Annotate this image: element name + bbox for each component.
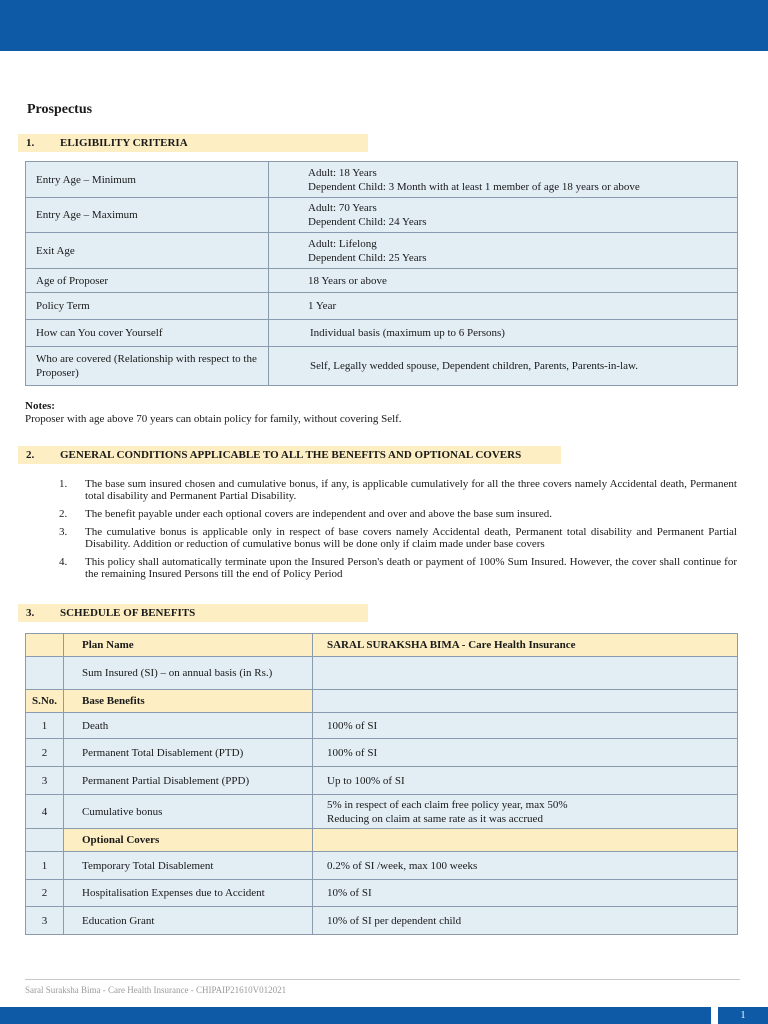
benefit-value: Up to 100% of SI (313, 767, 738, 795)
row-number: 3 (26, 907, 64, 935)
notes-text: Proposer with age above 70 years can obtain policy for family, without covering Self. (25, 413, 402, 425)
list-number: 3. (59, 526, 68, 538)
eligibility-value: Self, Legally wedded spouse, Dependent children, Parents, Parents-in-law. (269, 347, 738, 386)
list-text: The cumulative bonus is applicable only in respect of base covers namely Accidental death, Permanent total disability and Permanent Partial Disability. Addition or reduction of cumulative bonus will be done only if claim made under base covers (85, 526, 737, 550)
schedule-table (25, 633, 738, 935)
row-number: 4 (26, 795, 64, 829)
benefit-name: Permanent Partial Disablement (PPD) (64, 767, 313, 795)
list-number: 2. (59, 508, 68, 520)
value-line: Reducing on claim at same rate as it was accrued (327, 812, 543, 825)
header-bar (0, 0, 768, 51)
row-number: 2 (26, 739, 64, 767)
row-number: 2 (26, 880, 64, 907)
table-row (26, 795, 738, 829)
optional-covers-header: Optional Covers (64, 829, 313, 852)
row-number: 1 (26, 713, 64, 739)
table-row (26, 198, 738, 233)
table-row (26, 634, 738, 657)
row-number: 1 (26, 852, 64, 880)
section-title: GENERAL CONDITIONS APPLICABLE TO ALL THE BENEFITS AND OPTIONAL COVERS (60, 449, 522, 461)
table-row (26, 233, 738, 269)
table-row (26, 829, 738, 852)
list-text: This policy shall automatically terminate upon the Insured Person's death or payment of 100% Sum Insured. However, the cover shall continue for the remaining Insured Persons till the end of Policy Period (85, 556, 737, 580)
general-conditions-list (59, 478, 737, 586)
benefit-value: 100% of SI (313, 739, 738, 767)
list-item (59, 478, 737, 502)
section-number: 1. (26, 137, 35, 149)
table-row (26, 739, 738, 767)
table-row (26, 162, 738, 198)
table-row (26, 690, 738, 713)
benefit-name: Permanent Total Disablement (PTD) (64, 739, 313, 767)
eligibility-key: Age of Proposer (26, 269, 269, 293)
list-item (59, 556, 737, 580)
notes-label: Notes: (25, 400, 55, 412)
benefit-name: Cumulative bonus (64, 795, 313, 829)
page-title: Prospectus (27, 102, 93, 117)
eligibility-key: Exit Age (26, 233, 269, 269)
eligibility-value (269, 198, 738, 233)
value-line: 5% in respect of each claim free policy year, max 50% (327, 798, 568, 811)
eligibility-value: Individual basis (maximum up to 6 Persons) (269, 320, 738, 347)
list-text: The benefit payable under each optional covers are independent and over and above the base sum insured. (85, 508, 553, 520)
eligibility-value (269, 162, 738, 198)
section-heading-schedule (18, 604, 368, 622)
section-heading-general-conditions (18, 446, 561, 464)
eligibility-table (25, 161, 738, 386)
eligibility-key: How can You cover Yourself (26, 320, 269, 347)
plan-name-label: Plan Name (64, 634, 313, 657)
list-item (59, 526, 737, 550)
table-row (26, 852, 738, 880)
table-row (26, 320, 738, 347)
table-row (26, 880, 738, 907)
eligibility-value: 1 Year (269, 293, 738, 320)
list-number: 1. (59, 478, 68, 490)
benefit-value (313, 795, 738, 829)
benefit-name: Hospitalisation Expenses due to Accident (64, 880, 313, 907)
table-row (26, 907, 738, 935)
benefit-value: 0.2% of SI /week, max 100 weeks (313, 852, 738, 880)
eligibility-key: Entry Age – Minimum (26, 162, 269, 198)
eligibility-key: Who are covered (Relationship with respect to the Proposer) (26, 347, 269, 386)
footer-bar (0, 1007, 711, 1024)
benefit-name: Temporary Total Disablement (64, 852, 313, 880)
row-number: 3 (26, 767, 64, 795)
plan-name-value: SARAL SURAKSHA BIMA - Care Health Insurance (313, 634, 738, 657)
value-line: Adult: 70 Years (308, 202, 377, 214)
value-line: Dependent Child: 25 Years (308, 251, 427, 264)
section-title: ELIGIBILITY CRITERIA (60, 137, 188, 149)
benefit-name: Education Grant (64, 907, 313, 935)
table-row (26, 347, 738, 386)
table-row (26, 269, 738, 293)
value-line: Adult: 18 Years (308, 166, 377, 179)
benefit-value: 100% of SI (313, 713, 738, 739)
section-title: SCHEDULE OF BENEFITS (60, 607, 196, 619)
value-line: Dependent Child: 24 Years (308, 216, 427, 228)
base-benefits-header: Base Benefits (64, 690, 313, 713)
table-row (26, 767, 738, 795)
footer-text: Saral Suraksha Bima - Care Health Insurance - CHIPAIP21610V012021 (25, 985, 287, 995)
section-heading-eligibility (18, 134, 368, 152)
eligibility-value: 18 Years or above (269, 269, 738, 293)
eligibility-key: Entry Age – Maximum (26, 198, 269, 233)
list-number: 4. (59, 556, 68, 568)
table-row (26, 657, 738, 690)
footer-divider (25, 979, 740, 980)
eligibility-key: Policy Term (26, 293, 269, 320)
table-row (26, 293, 738, 320)
list-item (59, 508, 737, 520)
benefit-value: 10% of SI per dependent child (313, 907, 738, 935)
benefit-name: Death (64, 713, 313, 739)
value-line: Dependent Child: 3 Month with at least 1 member of age 18 years or above (308, 180, 640, 193)
value-line: Adult: Lifelong (308, 237, 377, 250)
page-number: 1 (718, 1007, 768, 1024)
benefit-value: 10% of SI (313, 880, 738, 907)
list-text: The base sum insured chosen and cumulative bonus, if any, is applicable cumulatively for all the three covers namely Accidental death, Permanent total disability and Permanent Partial Disability. (85, 478, 737, 502)
section-number: 3. (26, 607, 35, 619)
sno-header: S.No. (26, 690, 64, 713)
eligibility-value (269, 233, 738, 269)
section-number: 2. (26, 449, 35, 461)
sum-insured-label: Sum Insured (SI) – on annual basis (in Rs.) (64, 657, 313, 690)
table-row (26, 713, 738, 739)
notes (25, 400, 402, 426)
